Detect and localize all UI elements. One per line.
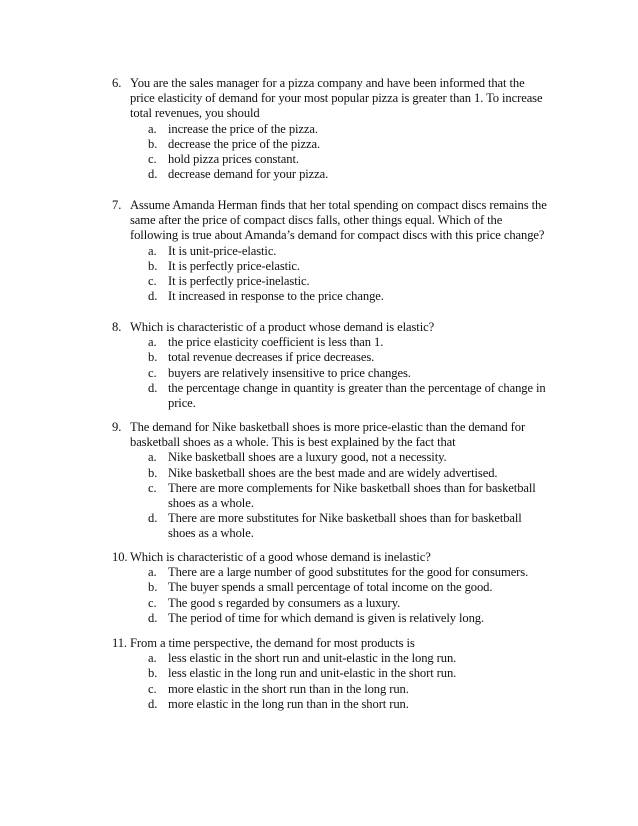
option-letter: d. (148, 696, 158, 711)
option-item (148, 335, 552, 350)
option-item (148, 565, 552, 580)
option-letter: c. (148, 274, 157, 289)
option-item (148, 580, 552, 595)
option-item (148, 611, 552, 626)
option-letter: a. (148, 651, 157, 666)
option-text: buyers are relatively insensitive to price changes. (168, 365, 411, 380)
option-text: It is perfectly price-elastic. (168, 258, 300, 273)
option-letter: a. (148, 450, 157, 465)
option-text: hold pizza prices constant. (168, 152, 299, 167)
option-list (148, 651, 552, 712)
question-number: 10. (112, 550, 128, 564)
option-letter: c. (148, 152, 157, 167)
option-letter: d. (148, 167, 158, 182)
option-text: There are more substitutes for Nike basketball shoes than for basketball shoes as a whole. (168, 511, 522, 541)
option-letter: a. (148, 243, 157, 258)
option-letter: a. (148, 565, 157, 580)
question-text: Which is characteristic of a product whose demand is elastic? (130, 320, 435, 334)
option-letter: c. (148, 681, 157, 696)
option-item (148, 466, 552, 481)
option-text: There are more complements for Nike basketball shoes than for basketball shoes as a whole. (168, 480, 536, 511)
option-letter: b. (148, 258, 158, 273)
option-item (148, 137, 552, 152)
option-item (148, 651, 552, 666)
option-letter: a. (148, 335, 157, 350)
option-letter: c. (148, 480, 157, 495)
option-text: the price elasticity coefficient is less than 1. (168, 335, 384, 350)
option-item (148, 274, 552, 289)
option-text: total revenue decreases if price decreases. (168, 350, 375, 365)
question-number: 7. (112, 198, 122, 212)
option-item (148, 350, 552, 365)
question-number: 11. (112, 636, 127, 650)
question-text: You are the sales manager for a pizza company and have been informed that the price elasticity of demand for your most popular pizza is greater than 1. To increase total revenues, you should (130, 76, 543, 121)
option-text: less elastic in the short run and unit-elastic in the long run. (168, 651, 457, 666)
option-letter: b. (148, 136, 158, 151)
option-item (148, 152, 552, 167)
option-list (148, 244, 552, 305)
option-text: It increased in response to the price change. (168, 289, 384, 304)
option-item (148, 244, 552, 259)
question-text: From a time perspective, the demand for most products is (130, 636, 415, 650)
option-letter: b. (148, 666, 158, 681)
option-item (148, 381, 552, 411)
option-item (148, 666, 552, 681)
option-text: It is unit-price-elastic. (168, 243, 277, 258)
option-text: increase the price of the pizza. (168, 121, 318, 136)
option-item (148, 167, 552, 182)
option-letter: d. (148, 380, 158, 395)
option-letter: c. (148, 365, 157, 380)
option-item (148, 697, 552, 712)
option-list (148, 565, 552, 626)
question-number: 6. (112, 76, 122, 90)
option-text: decrease demand for your pizza. (168, 167, 329, 182)
question-7 (112, 198, 552, 304)
option-text: the percentage change in quantity is greater than the percentage of change in price. (168, 380, 546, 411)
option-letter: b. (148, 580, 158, 595)
question-number: 9. (112, 420, 122, 434)
option-text: It is perfectly price-inelastic. (168, 274, 310, 289)
option-letter: b. (148, 465, 158, 480)
option-item (148, 259, 552, 274)
option-letter: c. (148, 595, 157, 610)
option-text: more elastic in the long run than in the short run. (168, 696, 409, 711)
option-letter: d. (148, 610, 158, 625)
option-letter: b. (148, 350, 158, 365)
option-text: The good s regarded by consumers as a luxury. (168, 595, 401, 610)
option-item (148, 289, 552, 304)
question-9 (112, 420, 552, 542)
option-list (148, 122, 552, 183)
option-item (148, 596, 552, 611)
option-text: decrease the price of the pizza. (168, 136, 321, 151)
option-text: less elastic in the long run and unit-elastic in the short run. (168, 666, 457, 681)
option-text: There are a large number of good substitutes for the good for consumers. (168, 565, 529, 580)
option-list (148, 450, 552, 541)
question-10 (112, 550, 552, 626)
option-letter: d. (148, 289, 158, 304)
option-item (148, 511, 552, 541)
option-item (148, 481, 552, 511)
option-list (148, 335, 552, 411)
question-text: Assume Amanda Herman finds that her total spending on compact discs remains the same after the price of compact discs falls, other things equal. Which of the following is true about Amanda’s demand for compact discs with this price change? (130, 198, 547, 243)
option-letter: a. (148, 121, 157, 136)
option-item (148, 122, 552, 137)
option-item (148, 682, 552, 697)
question-number: 8. (112, 320, 122, 334)
option-text: more elastic in the short run than in the long run. (168, 681, 409, 696)
option-text: Nike basketball shoes are a luxury good, not a necessity. (168, 450, 447, 465)
option-text: Nike basketball shoes are the best made and are widely advertised. (168, 465, 498, 480)
question-text: The demand for Nike basketball shoes is more price-elastic than the demand for basketball shoes as a whole. This is best explained by the fact that (130, 420, 526, 450)
option-item (148, 450, 552, 465)
question-text: Which is characteristic of a good whose demand is inelastic? (130, 550, 431, 564)
option-text: The period of time for which demand is given is relatively long. (168, 610, 485, 625)
option-item (148, 366, 552, 381)
option-text: The buyer spends a small percentage of total income on the good. (168, 580, 493, 595)
question-8 (112, 320, 552, 411)
question-6 (112, 76, 552, 182)
option-letter: d. (148, 511, 158, 526)
question-11 (112, 636, 552, 712)
